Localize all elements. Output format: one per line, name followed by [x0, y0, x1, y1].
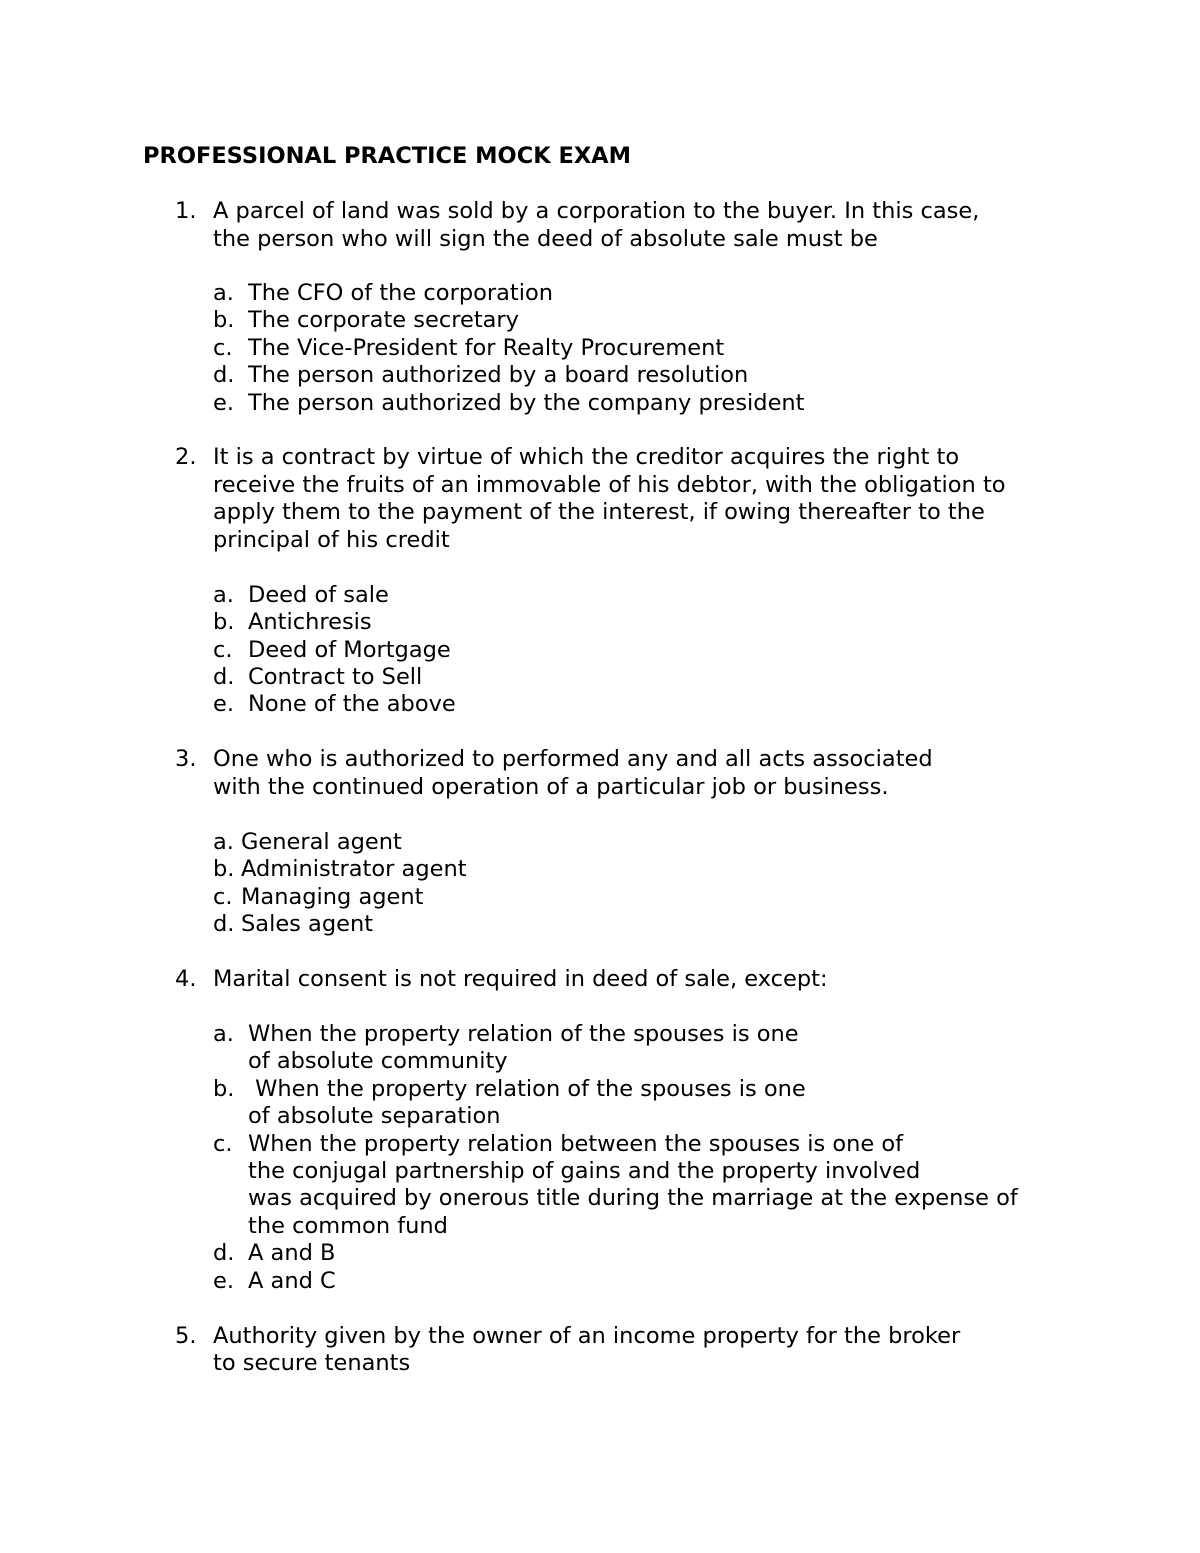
question-5-text-line: to secure tenants — [213, 1350, 411, 1376]
option-text: Sales agent — [241, 911, 374, 937]
question-3-number: 3. — [175, 746, 197, 772]
option-text: The person authorized by the company president — [248, 390, 805, 416]
option-text: Deed of sale — [248, 582, 389, 608]
option-text: The person authorized by a board resolution — [248, 362, 749, 388]
option-letter: e. — [213, 390, 234, 416]
page-title: PROFESSIONAL PRACTICE MOCK EXAM — [143, 143, 631, 169]
question-2-number: 2. — [175, 444, 197, 470]
option-text: of absolute community — [248, 1048, 508, 1074]
option-text: Managing agent — [241, 884, 424, 910]
option-letter: c. — [213, 335, 233, 361]
option-letter: d. — [213, 362, 235, 388]
question-4-text-line: Marital consent is not required in deed of sale, except: — [213, 966, 828, 992]
option-letter: a. — [213, 582, 234, 608]
option-text: The CFO of the corporation — [248, 280, 554, 306]
option-letter: c. — [213, 637, 233, 663]
option-text: the conjugal partnership of gains and the property involved — [248, 1158, 921, 1184]
option-letter: c. — [213, 1131, 233, 1157]
option-text: Deed of Mortgage — [248, 637, 451, 663]
option-text: General agent — [241, 829, 402, 855]
option-text: Antichresis — [248, 609, 372, 635]
question-1-number: 1. — [175, 198, 197, 224]
question-2-text-line: principal of his credit — [213, 527, 450, 553]
option-text: of absolute separation — [248, 1103, 501, 1129]
option-letter: d. — [213, 664, 235, 690]
question-3-text-line: with the continued operation of a particular job or business. — [213, 774, 889, 800]
option-letter: d. — [213, 911, 235, 937]
option-letter: a. — [213, 280, 234, 306]
option-letter: e. — [213, 691, 234, 717]
option-text: A and B — [248, 1240, 336, 1266]
option-text: None of the above — [248, 691, 456, 717]
option-text: When the property relation of the spouses is one — [248, 1021, 799, 1047]
question-2-text-line: receive the fruits of an immovable of his debtor, with the obligation to — [213, 472, 1006, 498]
option-letter: b. — [213, 856, 235, 882]
option-text: was acquired by onerous title during the marriage at the expense of — [248, 1185, 1018, 1211]
question-4-number: 4. — [175, 966, 197, 992]
option-text: Contract to Sell — [248, 664, 423, 690]
option-letter: b. — [213, 307, 235, 333]
question-2-text-line: It is a contract by virtue of which the creditor acquires the right to — [213, 444, 960, 470]
option-text: When the property relation between the spouses is one of — [248, 1131, 904, 1157]
option-text: When the property relation of the spouses is one — [248, 1076, 806, 1102]
option-text: A and C — [248, 1268, 336, 1294]
option-text: The Vice-President for Realty Procurement — [248, 335, 725, 361]
option-letter: e. — [213, 1268, 234, 1294]
option-letter: a. — [213, 1021, 234, 1047]
option-letter: d. — [213, 1240, 235, 1266]
option-letter: c. — [213, 884, 233, 910]
question-3-text-line: One who is authorized to performed any and all acts associated — [213, 746, 933, 772]
question-5-text-line: Authority given by the owner of an income property for the broker — [213, 1323, 961, 1349]
question-5-number: 5. — [175, 1323, 197, 1349]
question-1-text-line: the person who will sign the deed of absolute sale must be — [213, 226, 878, 252]
question-2-text-line: apply them to the payment of the interest, if owing thereafter to the — [213, 499, 985, 525]
option-text: the common fund — [248, 1213, 448, 1239]
option-letter: b. — [213, 609, 235, 635]
option-letter: a. — [213, 829, 234, 855]
option-text: Administrator agent — [241, 856, 467, 882]
option-text: The corporate secretary — [248, 307, 519, 333]
option-letter: b. — [213, 1076, 235, 1102]
question-1-text-line: A parcel of land was sold by a corporation to the buyer. In this case, — [213, 198, 980, 224]
